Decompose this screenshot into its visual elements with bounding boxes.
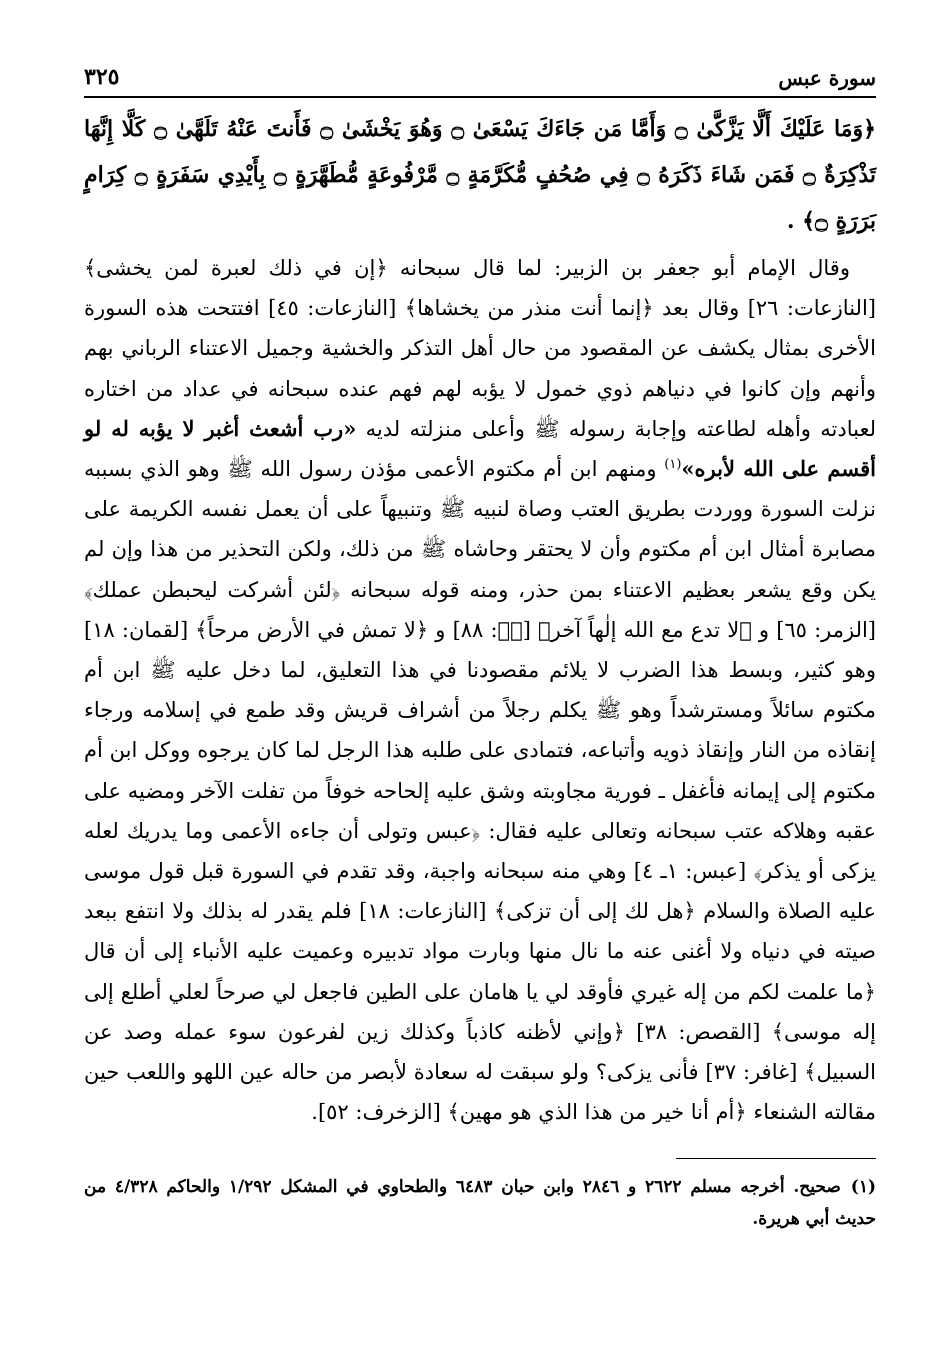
surah-title: سورة عبس xyxy=(778,66,876,90)
footnote-marker: (١) xyxy=(850,1177,876,1198)
commentary-paragraph xyxy=(84,248,876,1132)
header-rule xyxy=(84,96,876,98)
quran-verses: ﴿وَمَا عَلَيْكَ أَلَّا يَزَّكَّىٰ ۝ وَأَمَّا مَن جَاءَكَ يَسْعَىٰ ۝ وَهُوَ يَخْشَىٰ ۝ فَأَنتَ عَنْهُ تَلَهَّىٰ ۝ كَلَّا إِنَّهَا تَذْكِرَةٌ ۝ فَمَن شَاءَ ذَكَرَهُ ۝ فِي صُحُفٍ مُّكَرَّمَةٍ ۝ مَّرْفُوعَةٍ مُّطَهَّرَةٍ ۝ بِأَيْدِي سَفَرَةٍ ۝ كِرَامٍ بَرَرَةٍ ۝﴾ . xyxy=(84,116,877,234)
hadith-quote: «رب أشعث أغبر لا يؤبه له لو أقسم على الله لأبره» xyxy=(84,415,877,482)
page-number: ٣٢٥ xyxy=(84,64,120,90)
commentary-part-2: ومنهم ابن أم مكتوم الأعمى مؤذن رسول الله ﷺ وهو الذي بسببه نزلت السورة ووردت بطريق العتب وصاة لنبيه ﷺ وتنبيهاً على أن يعمل نفسه الكريمة على مصابرة أمثال ابن أم مكتوم وأن لا يحتقر وحاشاه ﷺ من ذلك، ولكن التحذير من هذا وإن لم يكن وقع يشعر بعظيم الاعتناء بمن حذر، ومنه قوله سبحانه ﴿لئن أشركت ليحبطن عملك﴾ [الزمر: ٦٥] و ﴿لا تدع مع الله إلٰهاً آخر﴾ [صۤ: ٨٨] و ﴿لا تمش في الأرض مرحاً﴾ [لقمان: ١٨] وهو كثير، وبسط هذا الضرب لا يلائم مقصودنا في هذا التعليق، لما دخل عليه ﷺ ابن أم مكتوم سائلاً ومسترشداً وهو ﷺ يكلم رجلاً من أشراف قريش وقد طمع في إسلامه ورجاء إنقاذه من النار وإنقاذ ذويه وأتباعه، فتمادى على طلبه هذا الرجل لما كان يرجوه ووكل ابن أم مكتوم إلى إيمانه فأغفل ـ فورية مجاوبته وشق عليه إلحاحه خوفاً من تفلت الآخر ومضيه على عقبه وهلاكه عتب سبحانه وتعالى عليه فقال: ﴿عبس وتولى أن جاءه الأعمى وما يدريك لعله يزكى أو يذكر﴾ [عبس: ١ـ ٤] وهي منه سبحانه واجبة، وقد تقدم في السورة قبل قول موسى عليه الصلاة والسلام ﴿هل لك إلى أن تزكى﴾ [النازعات: ١٨] فلم يقدر له بذلك ولا انتفع ببعد صيته في دنياه ولا أغنى عنه ما نال منها وبارت مواد تدبيره وعميت عليه الأنباء إلى أن قال ﴿ما علمت لكم من إله غيري فأوقد لي يا هامان على الطين فاجعل لي صرحاً لعلي أطلع إلى إله موسى﴾ [القصص: ٣٨] ﴿وإني لأظنه كاذباً وكذلك زين لفرعون سوء عمله وصد عن السبيل﴾ [غافر: ٣٧] فأنى يزكى؟ ولو سبقت له سعادة لأبصر من حاله عين اللهو واللعب حين مقالته الشنعاء ﴿أم أنا خير من هذا الذي هو مهين﴾ [الزخرف: ٥٢]. xyxy=(84,457,877,1125)
book-page xyxy=(84,52,876,1322)
footnote xyxy=(84,1171,876,1235)
footnote-text: صحيح. أخرجه مسلم ٢٦٢٢ و ٢٨٤٦ وابن حبان ٦٤٨٣ والطحاوي في المشكل ١/٢٩٢ والحاكم ٤/٣٢٨ من حديث أبي هريرة. xyxy=(84,1177,876,1230)
footnote-reference[interactable]: (١) xyxy=(664,457,682,473)
footnote-rule xyxy=(676,1158,876,1159)
running-header xyxy=(84,52,876,90)
commentary-body xyxy=(84,248,876,1132)
commentary-part-1: وقال الإمام أبو جعفر بن الزبير: لما قال سبحانه ﴿إن في ذلك لعبرة لمن يخشى﴾ [النازعات: ٢٦] وقال بعد ﴿إنما أنت منذر من يخشاها﴾ [النازعات: ٤٥] افتتحت هذه السورة الأخرى بمثال يكشف عن المقصود من حال أهل التذكر والخشية وجميل الاعتناء الرباني بهم وأنهم وإن كانوا في دنياهم ذوي خمول لا يؤبه لهم فهم عنده سبحانه في عداد من اختاره لعبادته وأهله لطاعته وإجابة رسوله ﷺ وأعلى منزلته لديه xyxy=(84,256,876,441)
